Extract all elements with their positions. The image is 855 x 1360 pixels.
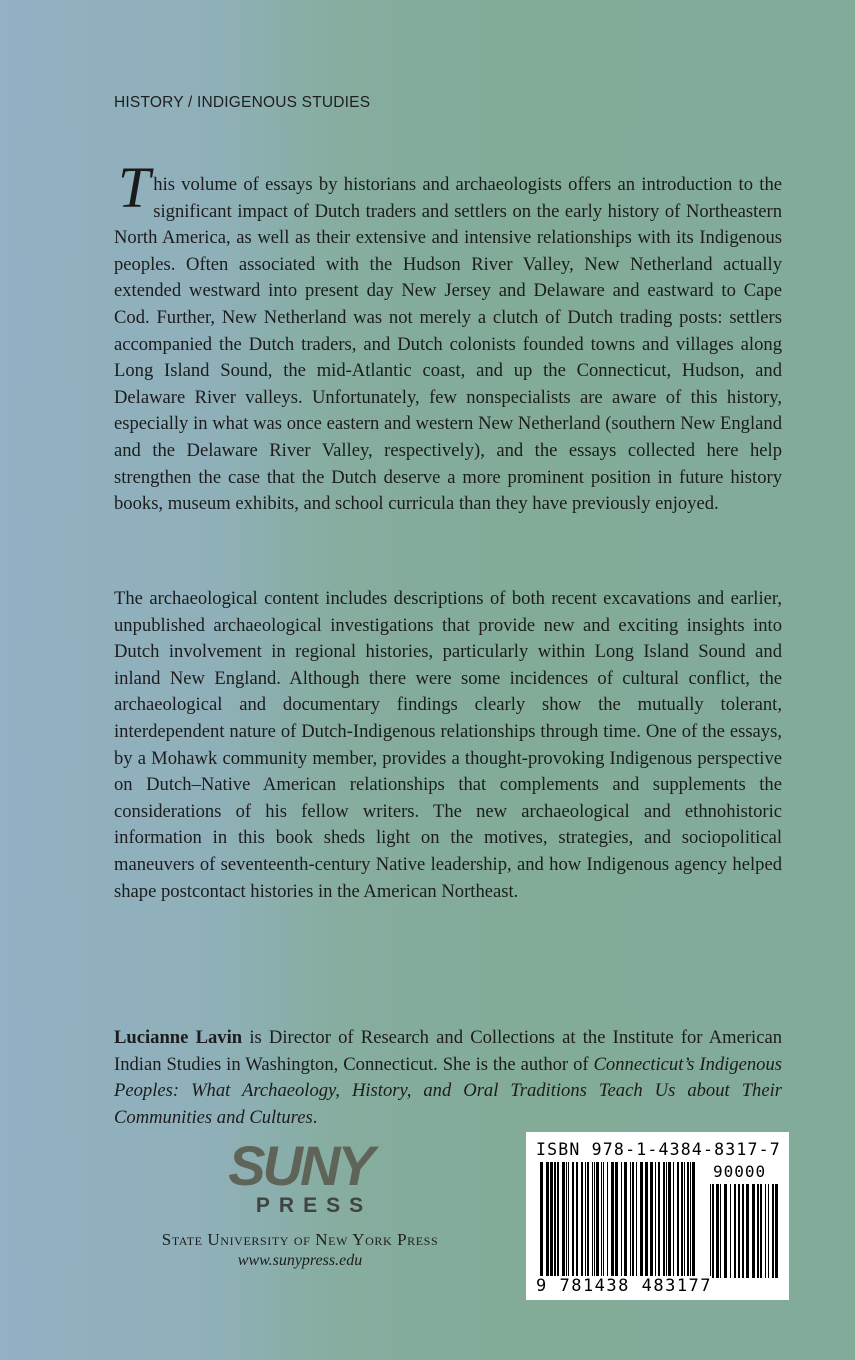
- barcode-bar: [668, 1162, 671, 1278]
- barcode-bar: [596, 1162, 599, 1278]
- addon-bar: [730, 1184, 731, 1278]
- barcode-bar: [572, 1162, 574, 1278]
- barcode-bar: [576, 1162, 578, 1278]
- addon-bar: [752, 1184, 755, 1278]
- suny-logo-text: SUNY: [228, 1134, 372, 1197]
- barcode-bar: [632, 1162, 634, 1278]
- barcode-bar: [540, 1162, 543, 1278]
- barcode-bar: [666, 1162, 667, 1278]
- barcode-bar: [630, 1162, 631, 1278]
- barcode-bar: [681, 1162, 683, 1278]
- publisher-website: www.sunypress.edu: [237, 1252, 363, 1269]
- barcode-bar: [585, 1162, 586, 1278]
- barcode-bar: [624, 1162, 627, 1278]
- barcode-bar: [663, 1162, 665, 1278]
- barcode-bar: [687, 1162, 689, 1278]
- barcode-bar: [546, 1162, 549, 1278]
- barcode-bar: [557, 1162, 559, 1278]
- barcode-bar: [554, 1162, 556, 1278]
- addon-bar: [775, 1184, 778, 1278]
- barcode-graphic: [526, 1132, 789, 1300]
- barcode-bar: [690, 1162, 691, 1278]
- publisher-logo: [150, 1134, 450, 1270]
- author-bio-text: is Director of Research and Collections at the Institute for American Indian Studies in Washington, Connecticut. She is the author of: [114, 1027, 782, 1075]
- ean-number: 9 781438 483177: [536, 1276, 713, 1296]
- addon-bar: [742, 1184, 744, 1278]
- barcode-bar: [621, 1162, 622, 1278]
- barcode-bar: [568, 1162, 569, 1278]
- barcode-box: [526, 1132, 789, 1300]
- barcode-bar: [636, 1162, 637, 1278]
- barcode-bar: [601, 1162, 602, 1278]
- barcode-bar: [607, 1162, 608, 1278]
- press-logo-text: PRESS: [255, 1194, 373, 1217]
- barcode-bar: [650, 1162, 653, 1278]
- paragraph-1-text: his volume of essays by historians and archaeologists offers an introduction to the significant impact of Dutch traders and settlers on the early history of Northeastern North America, as well as their extensive and intensive relationships with its Indigenous peoples. Often associated with the Hudson River Valley, New Netherland actually extended westward into present day New Jersey and Delaware and eastward to Cape Cod. Further, New Netherland was not merely a clutch of Dutch trading posts: settlers accompanied the Dutch traders, and Dutch colonists founded towns and villages along Long Island Sound, the mid-Atlantic coast, and up the Connecticut, Hudson, and Delaware River valleys. Unfortunately, few nonspecialists are aware of this history, especially in what was once eastern and western New Netherland (southern New England and the Delaware River Valley, respectively), and the essays collected here help strengthen the case that the Dutch deserve a more prominent position in future history books, museum exhibits, and school curricula than they have previously enjoyed.: [114, 174, 782, 515]
- barcode-bar: [673, 1162, 674, 1278]
- barcode-bar: [550, 1162, 553, 1278]
- author-bio: [114, 1025, 782, 1131]
- addon-bar: [738, 1184, 740, 1278]
- barcode-bar: [581, 1162, 583, 1278]
- addon-bar: [734, 1184, 736, 1278]
- description-paragraph-1: [114, 155, 782, 518]
- barcode-bar: [640, 1162, 643, 1278]
- author-name: Lucianne Lavin: [114, 1027, 243, 1048]
- barcode-bar: [587, 1162, 589, 1278]
- author-bio-end: .: [312, 1106, 318, 1128]
- publisher-name: State University of New York Press: [161, 1230, 439, 1249]
- barcode-bar: [658, 1162, 660, 1278]
- isbn-label: ISBN 978-1-4384-8317-7: [536, 1140, 781, 1159]
- author-book-title: Connecticut’s Indigenous Peoples: What Archaeology, History, and Oral Traditions Teach Us about Their Communities and Cultures: [114, 1053, 782, 1128]
- addon-bar: [712, 1184, 714, 1278]
- barcode-bar: [594, 1162, 595, 1278]
- addon-bar: [710, 1184, 711, 1278]
- addon-bar: [765, 1184, 766, 1278]
- barcode-bar: [655, 1162, 656, 1278]
- barcode-bar: [645, 1162, 648, 1278]
- barcode-bar: [615, 1162, 618, 1278]
- barcode-bar: [684, 1162, 685, 1278]
- barcode-bar: [692, 1162, 695, 1278]
- addon-bar: [716, 1184, 719, 1278]
- addon-bar: [757, 1184, 759, 1278]
- addon-bar: [746, 1184, 749, 1278]
- drop-cap: T: [118, 155, 151, 220]
- addon-bar: [768, 1184, 769, 1278]
- barcode-bar: [611, 1162, 614, 1278]
- addon-bar: [724, 1184, 727, 1278]
- description-paragraph-2: The archaeological content includes descriptions of both recent excavations and earlier, unpublished archaeological investigations that provide new and exciting insights into Dutch involvement in regional histories, particularly within Long Island Sound and inland New England. Although there were some incidences of cultural conflict, the archaeological and documentary findings clearly show the mutually tolerant, interdependent nature of Dutch-Indigenous relationships through time. One of the essays, by a Mohawk community member, provides a thought-provoking Indigenous perspective on Dutch–Native American relationships that complements and supplements the considerations of his fellow writers. The new archaeological and ethnohistoric information in this book sheds light on the motives, strategies, and sociopolitical maneuvers of seventeenth-century Native leadership, and how Indigenous agency helped shape postcontact histories in the American Northeast.: [114, 588, 782, 902]
- category-label: HISTORY / INDIGENOUS STUDIES: [114, 94, 371, 111]
- addon-bar: [720, 1184, 721, 1278]
- barcode-bar: [603, 1162, 604, 1278]
- addon-bar: [760, 1184, 762, 1278]
- barcode-bar: [677, 1162, 679, 1278]
- barcode-bar: [592, 1162, 593, 1278]
- barcode-bar: [566, 1162, 567, 1278]
- price-code: 90000: [713, 1162, 767, 1181]
- addon-bar: [772, 1184, 774, 1278]
- barcode-bar: [562, 1162, 565, 1278]
